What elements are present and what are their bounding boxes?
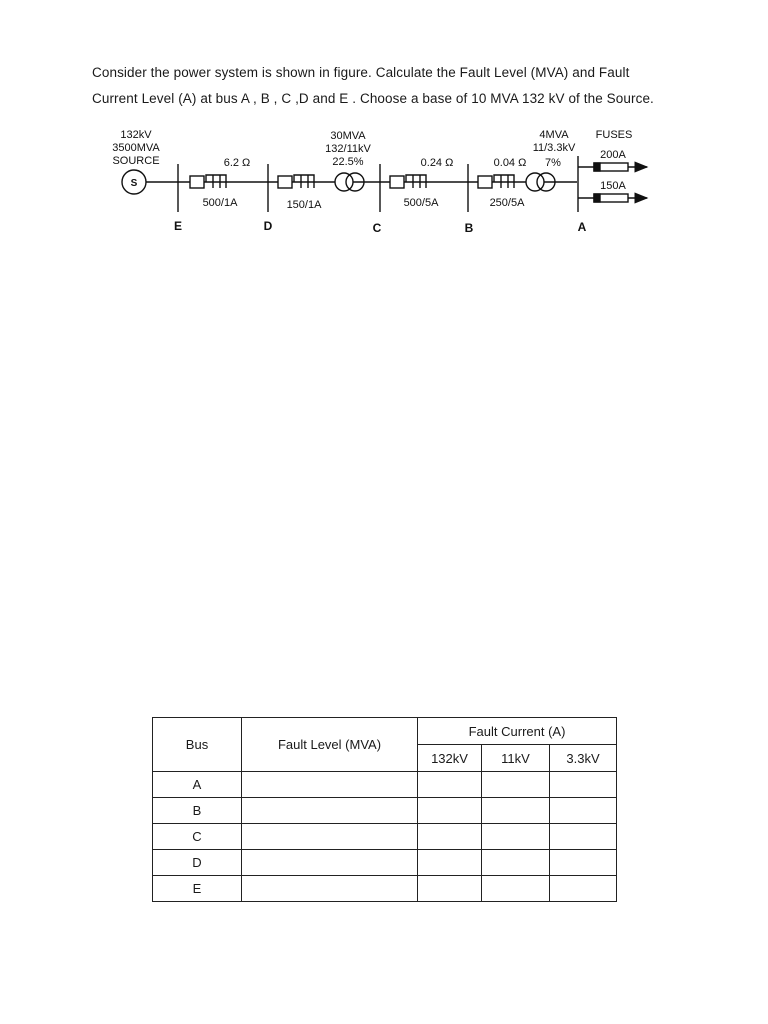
line4-impedance: 0.04 Ω bbox=[493, 157, 527, 169]
single-line-diagram bbox=[92, 120, 672, 250]
fault-level-cell[interactable] bbox=[242, 824, 418, 850]
bus-d-label: D bbox=[263, 219, 273, 233]
bus-cell: A bbox=[153, 772, 242, 798]
current-132kv-cell[interactable] bbox=[418, 772, 482, 798]
current-132kv-cell[interactable] bbox=[418, 798, 482, 824]
line3-ct: 500/5A bbox=[403, 197, 439, 209]
table-row bbox=[153, 876, 617, 902]
transformer1-mva: 30MVA bbox=[330, 130, 366, 142]
line1-impedance: 6.2 Ω bbox=[223, 157, 251, 169]
header-132kv: 132kV bbox=[418, 745, 482, 772]
table-row bbox=[153, 824, 617, 850]
current-3-3kv-cell[interactable] bbox=[550, 798, 617, 824]
current-3-3kv-cell[interactable] bbox=[550, 850, 617, 876]
bus-cell: E bbox=[153, 876, 242, 902]
transformer2-ratio: 11/3.3kV bbox=[532, 142, 576, 154]
breaker-e bbox=[190, 176, 204, 188]
current-3-3kv-cell[interactable] bbox=[550, 876, 617, 902]
transformer2-mva: 4MVA bbox=[539, 129, 569, 141]
current-132kv-cell[interactable] bbox=[418, 824, 482, 850]
fuses-title: FUSES bbox=[595, 129, 633, 141]
bus-c-label: C bbox=[372, 221, 382, 235]
transformer1-z: 22.5% bbox=[332, 156, 364, 168]
source-kv: 132kV bbox=[120, 129, 152, 141]
bus-b-label: B bbox=[464, 221, 474, 235]
bus-cell: B bbox=[153, 798, 242, 824]
current-132kv-cell[interactable] bbox=[418, 876, 482, 902]
transformer2-z: 7% bbox=[545, 157, 561, 169]
source-mva: 3500MVA bbox=[112, 142, 160, 154]
line1-ct: 500/1A bbox=[202, 197, 238, 209]
fault-level-cell[interactable] bbox=[242, 798, 418, 824]
fault-level-cell[interactable] bbox=[242, 772, 418, 798]
line3-impedance: 0.24 Ω bbox=[420, 157, 454, 169]
line4-ct: 250/5A bbox=[489, 197, 525, 209]
question-line-2: Current Level (A) at bus A , B , C ,D and E . Choose a base of 10 MVA 132 kV of the Source. bbox=[92, 91, 654, 106]
source-label: SOURCE bbox=[112, 155, 160, 167]
transformer1-ratio: 132/11kV bbox=[325, 143, 371, 155]
fuse-150a-end bbox=[594, 194, 600, 202]
breaker-d bbox=[278, 176, 292, 188]
bus-a-label: A bbox=[577, 220, 587, 234]
table-row bbox=[153, 850, 617, 876]
header-fault-level: Fault Level (MVA) bbox=[242, 718, 418, 772]
breaker-b bbox=[478, 176, 492, 188]
current-3-3kv-cell[interactable] bbox=[550, 824, 617, 850]
current-132kv-cell[interactable] bbox=[418, 850, 482, 876]
line2-ct: 150/1A bbox=[286, 199, 322, 211]
header-bus: Bus bbox=[153, 718, 242, 772]
header-11kv: 11kV bbox=[482, 745, 550, 772]
question-text bbox=[92, 60, 692, 112]
current-11kv-cell[interactable] bbox=[482, 824, 550, 850]
fuse2-rating: 150A bbox=[600, 180, 626, 192]
bus-e-label: E bbox=[173, 219, 183, 233]
table-row bbox=[153, 772, 617, 798]
current-11kv-cell[interactable] bbox=[482, 772, 550, 798]
results-table bbox=[152, 717, 617, 902]
current-11kv-cell[interactable] bbox=[482, 850, 550, 876]
question-line-1: Consider the power system is shown in figure. Calculate the Fault Level (MVA) and Fault bbox=[92, 65, 630, 80]
fuse-200a-end bbox=[594, 163, 600, 171]
table-row bbox=[153, 798, 617, 824]
bus-cell: C bbox=[153, 824, 242, 850]
source-symbol-label: S bbox=[130, 178, 138, 189]
header-3-3kv: 3.3kV bbox=[550, 745, 617, 772]
fault-level-cell[interactable] bbox=[242, 850, 418, 876]
header-fault-current: Fault Current (A) bbox=[418, 718, 617, 745]
current-11kv-cell[interactable] bbox=[482, 876, 550, 902]
current-11kv-cell[interactable] bbox=[482, 798, 550, 824]
bus-cell: D bbox=[153, 850, 242, 876]
fuse1-rating: 200A bbox=[600, 149, 626, 161]
fault-level-cell[interactable] bbox=[242, 876, 418, 902]
breaker-c bbox=[390, 176, 404, 188]
current-3-3kv-cell[interactable] bbox=[550, 772, 617, 798]
